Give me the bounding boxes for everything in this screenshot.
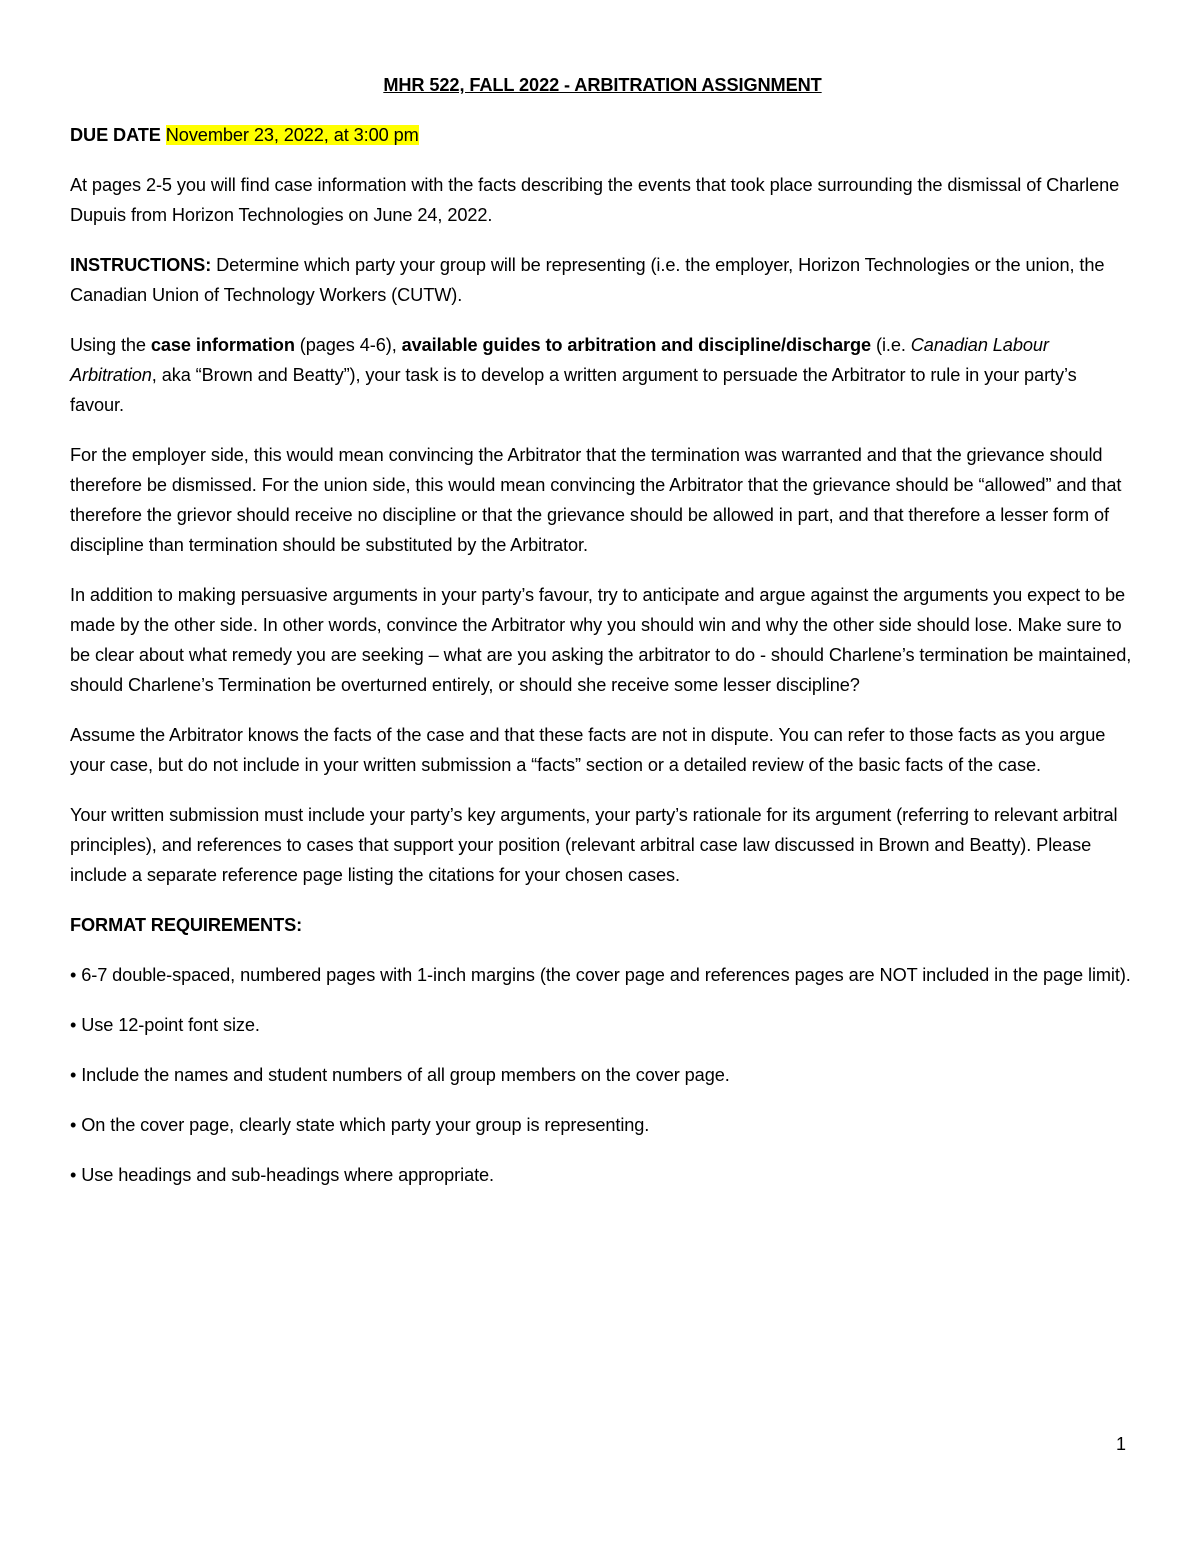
- instructions-paragraph: [70, 250, 1135, 310]
- using-italic-book-title: Canadian Labour Arbitration: [70, 335, 1049, 385]
- document-title: MHR 522, FALL 2022 - ARBITRATION ASSIGNMENT: [383, 75, 822, 95]
- employer-side-paragraph: For the employer side, this would mean convincing the Arbitrator that the termination was warranted and that the grievance should therefore be dismissed. For the union side, this would mean convincing the Arbitrator that the grievance should be “allowed” and that therefore the grievor should receive no discipline or that the grievance should be allowed in part, and that therefore a lesser form of discipline than termination should be substituted by the Arbitrator.: [70, 445, 1122, 555]
- document-body: [70, 70, 1135, 1210]
- format-bullet: • Include the names and student numbers of all group members on the cover page.: [70, 1065, 730, 1085]
- using-text-2: (pages 4-6),: [294, 335, 402, 355]
- due-date-value: November 23, 2022, at 3:00 pm: [165, 125, 419, 145]
- using-bold-case-information: case information: [150, 335, 295, 355]
- instructions-label: INSTRUCTIONS:: [70, 255, 212, 275]
- using-text-4: , aka “Brown and Beatty”), your task is to develop a written argument to persuade the Arbitrator to rule in your party’s favour.: [70, 365, 1077, 415]
- using-paragraph: [70, 330, 1135, 420]
- submission-paragraph: Your written submission must include your party’s key arguments, your party’s rationale for its argument (referring to relevant arbitral principles), and references to cases that support your position (relevant arbitral case law discussed in Brown and Beatty). Please include a separate reference page listing the citations for your chosen cases.: [70, 805, 1118, 885]
- using-text-3: (i.e.: [871, 335, 911, 355]
- due-date-label: DUE DATE: [70, 125, 161, 145]
- format-bullet: • On the cover page, clearly state which party your group is representing.: [70, 1115, 650, 1135]
- intro-paragraph: At pages 2-5 you will find case information with the facts describing the events that took place surrounding the dismissal of Charlene Dupuis from Horizon Technologies on June 24, 2022.: [70, 175, 1120, 225]
- anticipate-paragraph: In addition to making persuasive arguments in your party’s favour, try to anticipate and argue against the arguments you expect to be made by the other side. In other words, convince the Arbitrator why you should win and why the other side should lose. Make sure to be clear about what remedy you are seeking – what are you asking the arbitrator to do - should Charlene’s termination be maintained, should Charlene’s Termination be overturned entirely, or should she receive some lesser discipline?: [70, 585, 1132, 695]
- instructions-text: Determine which party your group will be representing (i.e. the employer, Horizon Technologies or the union, the Canadian Union of Technology Workers (CUTW).: [70, 255, 1105, 305]
- page-number: 1: [1116, 1434, 1127, 1454]
- due-date-line: [70, 120, 1135, 150]
- format-bullet: • 6-7 double-spaced, numbered pages with 1-inch margins (the cover page and references pages are NOT included in the page limit).: [70, 965, 1131, 985]
- using-text-1: Using the: [70, 335, 151, 355]
- format-bullet: • Use headings and sub-headings where appropriate.: [70, 1165, 495, 1185]
- using-bold-guides: available guides to arbitration and discipline/discharge: [401, 335, 872, 355]
- format-heading: FORMAT REQUIREMENTS:: [70, 915, 303, 935]
- format-bullet: • Use 12-point font size.: [70, 1015, 260, 1035]
- assume-paragraph: Assume the Arbitrator knows the facts of the case and that these facts are not in dispute. You can refer to those facts as you argue your case, but do not include in your written submission a “facts” section or a detailed review of the basic facts of the case.: [70, 725, 1106, 775]
